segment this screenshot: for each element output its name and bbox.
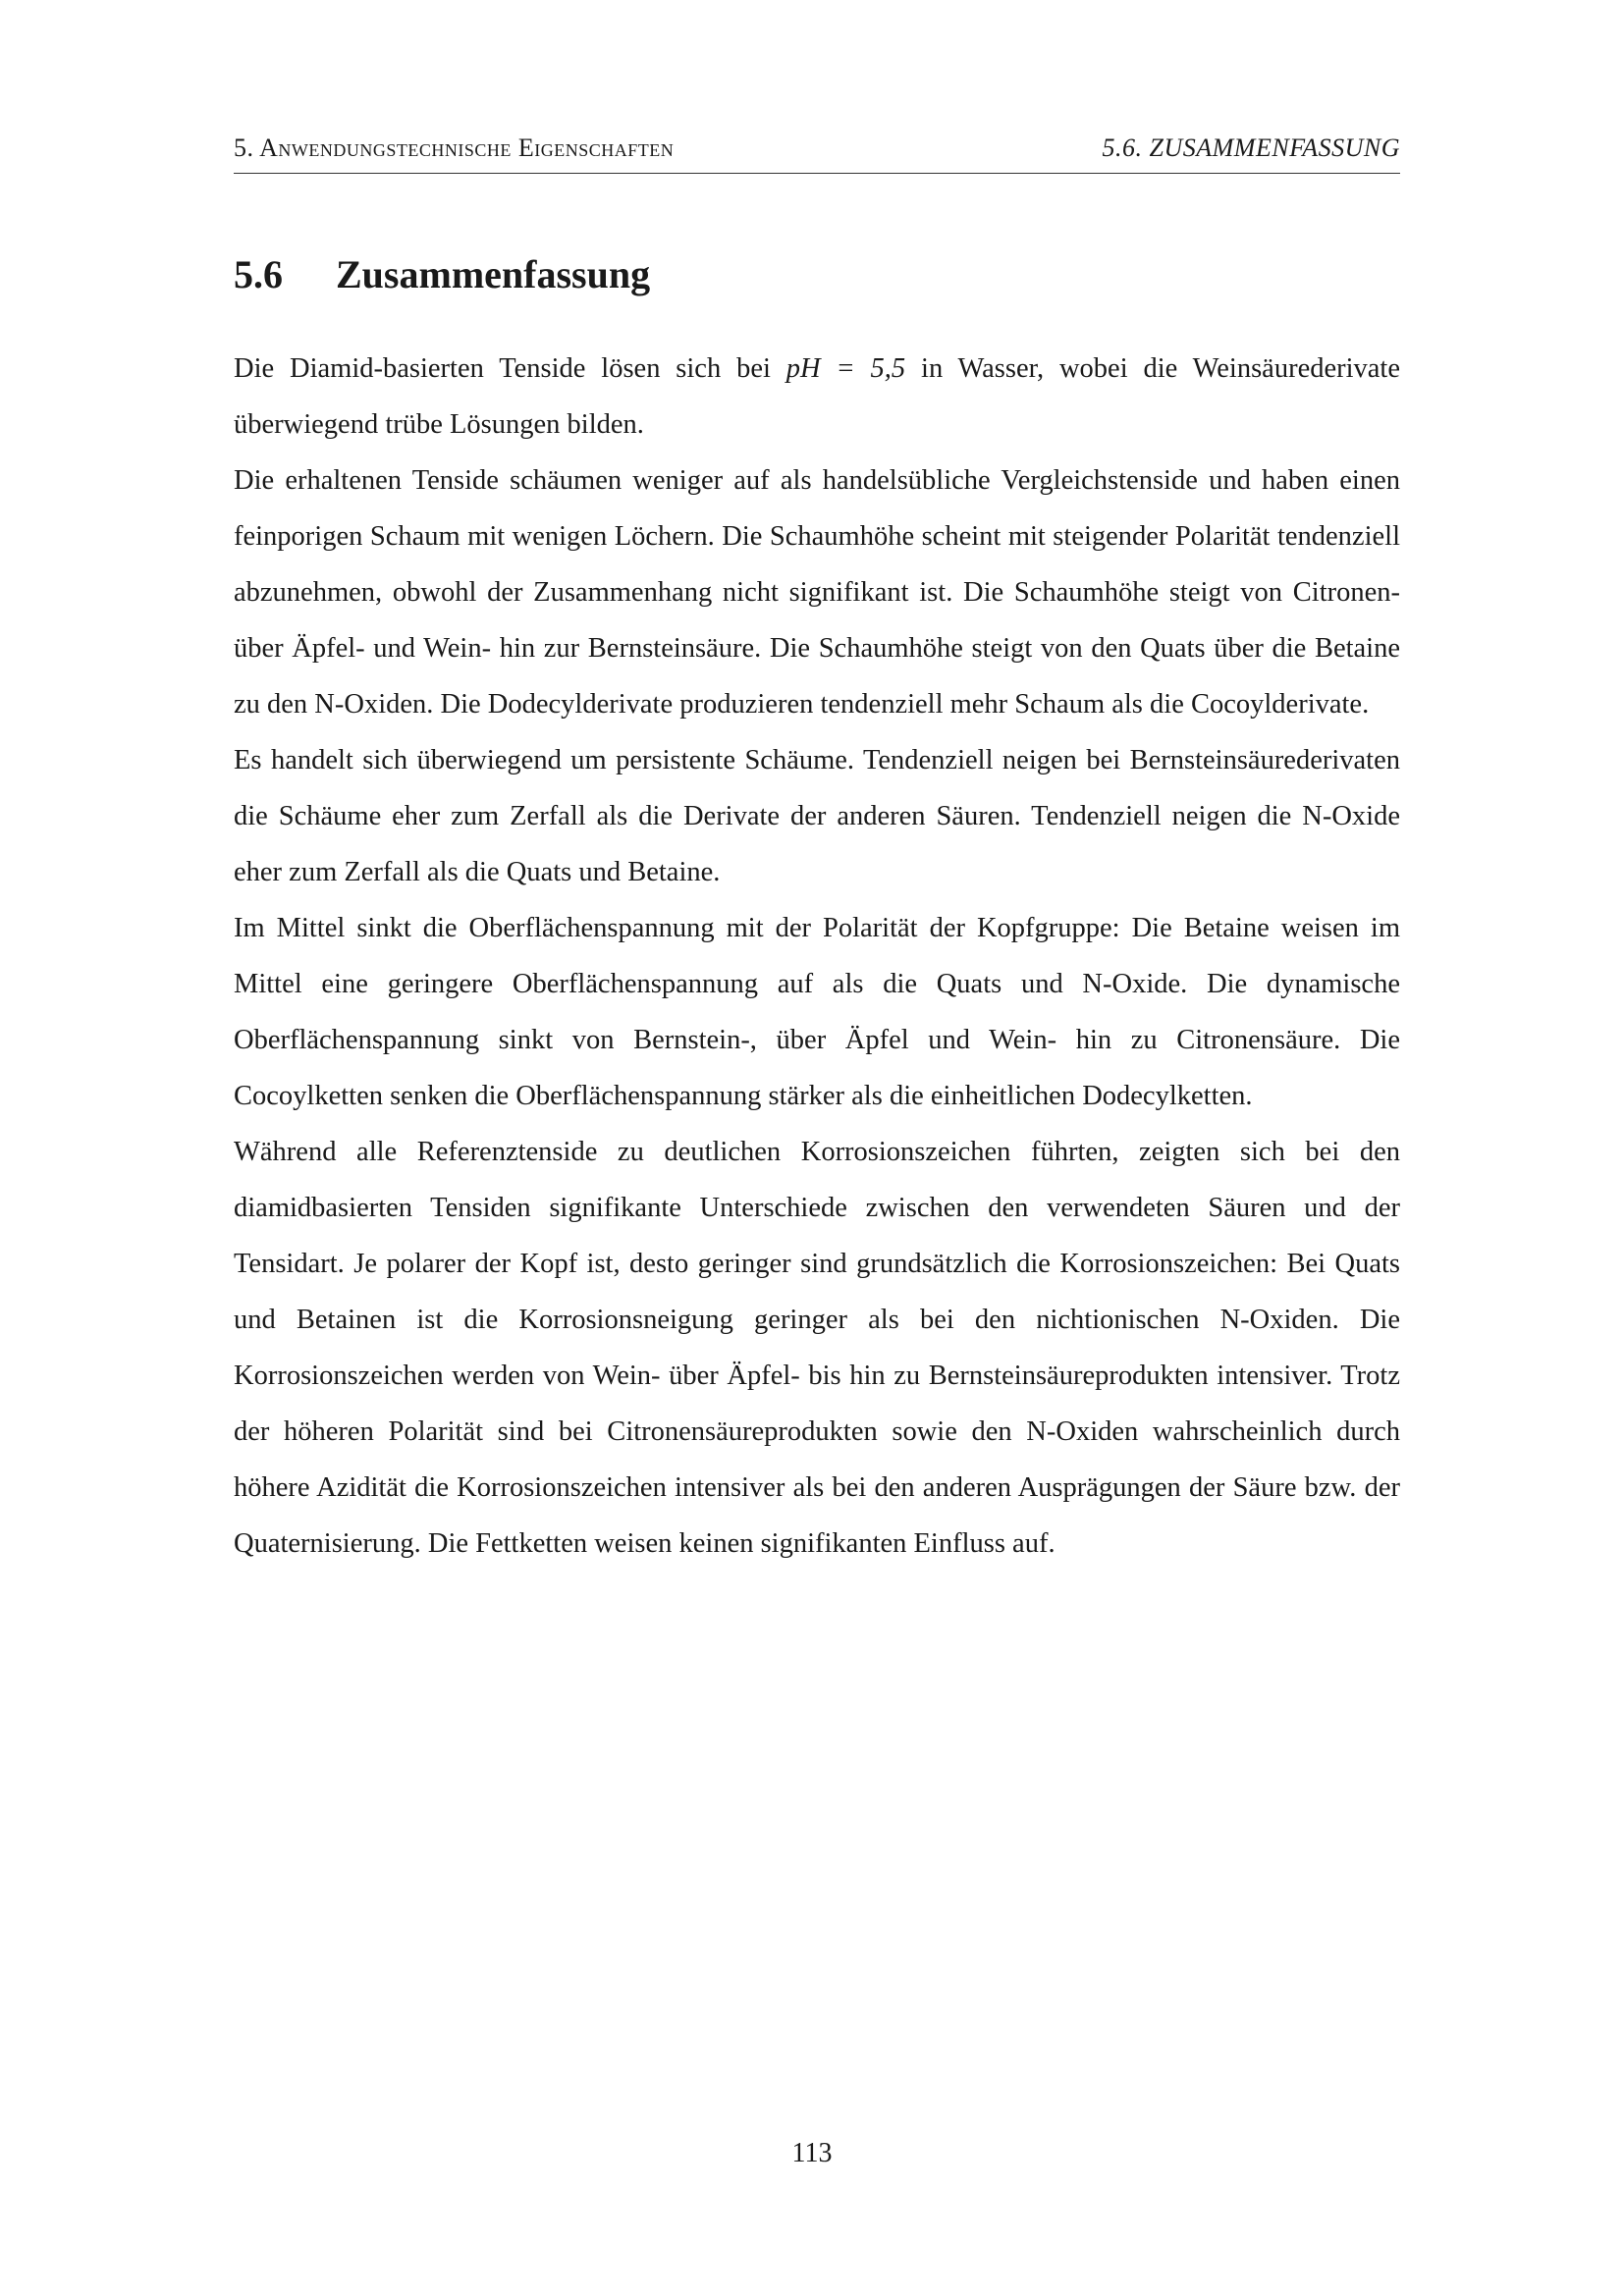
section-heading <box>234 251 650 297</box>
summary-body <box>234 341 1400 1572</box>
ph-formula: pH = 5,5 <box>785 353 906 384</box>
section-number: 5.6 <box>234 252 283 296</box>
paragraph-solubility <box>234 341 1400 453</box>
paragraph-corrosion: Während alle Referenztenside zu deutlichen Korrosionszeichen führten, zeigten sich bei den diamidbasierten Tensiden signifikante Unterschiede zwischen den verwendeten Säuren und der Tensidart. Je polarer der Kopf ist, desto geringer sind grundsätzlich die Korrosionszeichen: Bei Quats und Betainen ist die Korrosionsneigung geringer als bei den nichtionischen N-Oxiden. Die Korrosionszeichen werden von Wein- über Äpfel- bis hin zu Bernsteinsäureprodukten intensiver. Trotz der höheren Polarität sind bei Citronensäureprodukten sowie den N-Oxiden wahrscheinlich durch höhere Azidität die Korrosionszeichen intensiver als bei den anderen Ausprägungen der Säure bzw. der Quaternisierung. Die Fettketten weisen keinen signifikanten Einfluss auf. <box>234 1137 1400 1559</box>
page-number: 113 <box>791 2138 833 2168</box>
paragraph-foam-stability: Es handelt sich überwiegend um persistente Schäume. Tendenziell neigen bei Bernsteinsäurederivaten die Schäume eher zum Zerfall als die Derivate der anderen Säuren. Tendenziell neigen die N-Oxide eher zum Zerfall als die Quats und Betaine. <box>234 745 1400 887</box>
paragraph-surface-tension: Im Mittel sinkt die Oberflächenspannung mit der Polarität der Kopfgruppe: Die Betaine weisen im Mittel eine geringere Oberflächenspannung auf als die Quats und N-Oxide. Die dynamische Oberflächenspannung sinkt von Bernstein-, über Äpfel und Wein- hin zu Citronensäure. Die Cocoylketten senken die Oberflächenspannung stärker als die einheitlichen Dodecylketten. <box>234 913 1400 1111</box>
section-title-text: Zusammenfassung <box>336 252 651 296</box>
paragraph-solubility-start: Die Diamid-basierten Tenside lösen sich bei <box>234 353 786 384</box>
header-chapter-title: 5. Anwendungstechnische Eigenschaften <box>234 133 675 162</box>
running-header <box>234 132 1400 174</box>
paragraph-foam-height: Die erhaltenen Tenside schäumen weniger auf als handelsübliche Vergleichstenside und haben einen feinporigen Schaum mit wenigen Löchern. Die Schaumhöhe scheint mit steigender Polarität tendenziell abzunehmen, obwohl der Zusammenhang nicht signifikant ist. Die Schaumhöhe steigt von Citronen- über Äpfel- und Wein- hin zur Bernsteinsäure. Die Schaumhöhe steigt von den Quats über die Betaine zu den N-Oxiden. Die Dodecylderivate produzieren tendenziell mehr Schaum als die Cocoylderivate. <box>234 465 1400 720</box>
paragraph-solubility-end: in Wasser, wobei die Weinsäurederivate überwiegend trübe Lösungen bilden. <box>234 353 1400 440</box>
header-section-title: 5.6. ZUSAMMENFASSUNG <box>1102 133 1400 162</box>
